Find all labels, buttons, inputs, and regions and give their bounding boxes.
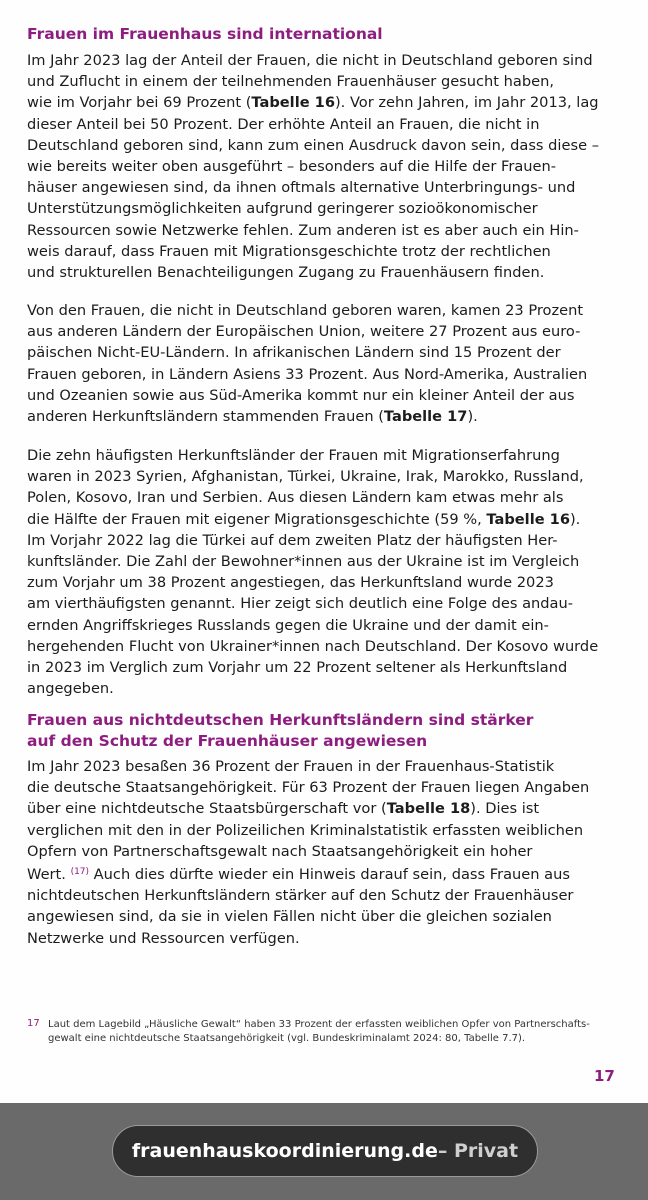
text-run: in 2023 im Verglich zum Vorjahr um 22 Prozent seltener als Herkunftsland [27, 659, 568, 677]
text-run: Netzwerke und Ressourcen verfügen. [27, 929, 300, 947]
text-run: und Zuflucht in einem der teilnehmenden Frauenhäuser gesucht haben, [27, 73, 554, 91]
table-reference: Tabelle 18 [386, 800, 471, 818]
url-domain: frauenhauskoordinierung.de [131, 1140, 438, 1162]
text-run: ). Vor zehn Jahren, im Jahr 2013, lag [334, 94, 599, 112]
text-run: ). [467, 408, 478, 426]
text-run: hergehenden Flucht von Ukrainer*innen nach Deutschland. Der Kosovo wurde [27, 637, 599, 655]
text-run: anderen Herkunftsländern stammenden Frauen ( [27, 408, 384, 426]
text-run: und Ozeanien sowie aus Süd-Amerika kommt nur ein kleiner Anteil der aus [27, 386, 575, 404]
text-run: angewiesen sind, da sie in vielen Fällen nicht über die gleichen sozialen [27, 908, 552, 926]
text-line [27, 177, 623, 198]
text-run: über eine nichtdeutsche Staatsbürgerschaft vor ( [27, 800, 387, 818]
text-line [27, 862, 623, 885]
text-line [27, 406, 623, 427]
text-run: die Hälfte der Frauen mit eigener Migrationsgeschichte (59 %, [27, 510, 487, 528]
text-run: wie im Vorjahr bei 69 Prozent ( [27, 94, 252, 112]
text-line [27, 135, 623, 156]
text-line [27, 678, 623, 699]
text-line [27, 114, 623, 135]
paragraph-citizenship [27, 756, 623, 949]
text-run: angegeben. [27, 680, 114, 698]
text-line [27, 262, 623, 283]
address-bar[interactable] [112, 1125, 538, 1177]
footnote-line-2: gewalt eine nichtdeutsche Staatsangehörigkeit (vgl. Bundeskriminalamt 2024: 80, Tabelle 7.7). [48, 1032, 526, 1044]
text-line [27, 885, 623, 906]
text-run: Im Vorjahr 2022 lag die Türkei auf dem zweiten Platz der häufigsten Her- [27, 531, 558, 549]
text-line [27, 241, 623, 262]
text-run: Polen, Kosovo, Iran und Serbien. Aus diesen Ländern kam etwas mehr als [27, 489, 564, 507]
table-reference: Tabelle 16 [486, 510, 570, 528]
footnote-text [48, 1018, 590, 1045]
text-run: und strukturellen Benachteiligungen Zugang zu Frauenhäusern finden. [27, 264, 545, 282]
text-run: verglichen mit den in der Polizeilichen Kriminalstatistik erfassten weiblichen [27, 821, 584, 839]
text-line [27, 385, 623, 406]
text-line [27, 220, 623, 241]
paragraph-regions-of-origin [27, 300, 623, 427]
text-line [27, 530, 623, 551]
text-line [27, 841, 623, 862]
paragraph-share-foreign-born [27, 50, 623, 283]
text-run: Von den Frauen, die nicht in Deutschland geboren waren, kamen 23 Prozent [27, 302, 584, 319]
section-heading-nationality [27, 710, 533, 752]
page-number: 17 [594, 1067, 615, 1085]
text-line [27, 92, 623, 113]
text-run: am vierthäufigsten genannt. Hier zeigt sich deutlich eine Folge des andau- [27, 595, 574, 613]
text-line [27, 466, 623, 487]
text-run: Im Jahr 2023 besaßen 36 Prozent der Frauen in der Frauenhaus-Statistik [27, 758, 555, 775]
text-run: ernden Angriffskrieges Russlands gegen die Ukraine und der damit ein- [27, 616, 549, 634]
text-line [27, 364, 623, 385]
heading-line-1: Frauen aus nichtdeutschen Herkunftsländern sind stärker [27, 711, 534, 729]
text-line [27, 445, 623, 466]
text-line [27, 50, 623, 71]
footnote-reference[interactable]: (17) [70, 867, 90, 878]
text-run: nichtdeutschen Herkunftsländern stärker auf den Schutz der Frauenhäuser [27, 887, 574, 905]
text-run: Wert. [27, 866, 71, 884]
text-line [27, 820, 623, 841]
text-line [27, 615, 623, 636]
text-line [27, 928, 623, 949]
text-line [27, 777, 623, 798]
footnote-number: 17 [27, 1018, 40, 1029]
url-private-label: – Privat [437, 1140, 519, 1162]
text-run: die deutsche Staatsangehörigkeit. Für 63 Prozent der Frauen liegen Angaben [27, 779, 590, 797]
text-run: ). Dies ist [470, 800, 540, 818]
text-run: dieser Anteil bei 50 Prozent. Der erhöhte Anteil an Frauen, die nicht in [27, 115, 540, 133]
text-line [27, 906, 623, 927]
text-run: Deutschland geboren sind, kann zum einen Ausdruck davon sein, dass diese – [27, 136, 599, 154]
text-run: waren in 2023 Syrien, Afghanistan, Türkei, Ukraine, Irak, Marokko, Russland, [27, 468, 584, 486]
text-line [27, 342, 623, 363]
text-line [27, 572, 623, 593]
text-line [27, 551, 623, 572]
text-line [27, 798, 623, 819]
text-run: Die zehn häufigsten Herkunftsländer der Frauen mit Migrationserfahrung [27, 447, 560, 464]
section-heading-international: Frauen im Frauenhaus sind international [27, 25, 383, 43]
text-run: wie bereits weiter oben ausgeführt – besonders auf die Hilfe der Frauen- [27, 158, 557, 176]
text-line [27, 321, 623, 342]
text-line [27, 487, 623, 508]
text-line [27, 156, 623, 177]
text-run: zum Vorjahr um 38 Prozent angestiegen, das Herkunftsland wurde 2023 [27, 574, 554, 592]
paragraph-top-countries [27, 445, 623, 699]
text-line [27, 71, 623, 92]
table-reference: Tabelle 17 [383, 408, 468, 426]
text-line [27, 300, 623, 321]
text-line [27, 657, 623, 678]
text-line [27, 198, 623, 219]
text-run: aus anderen Ländern der Europäischen Union, weitere 27 Prozent aus euro- [27, 323, 581, 341]
text-run: päischen Nicht-EU-Ländern. In afrikanischen Ländern sind 15 Prozent der [27, 344, 561, 362]
text-run: ). [569, 510, 581, 528]
table-reference: Tabelle 16 [251, 94, 335, 112]
text-line [27, 756, 623, 777]
text-run: Auch dies dürfte wieder ein Hinweis darauf sein, dass Frauen aus [89, 866, 570, 884]
text-line [27, 509, 623, 530]
footnote-line-1: Laut dem Lagebild „Häusliche Gewalt“ haben 33 Prozent der erfassten weiblichen Opfer von Partnerschafts- [48, 1019, 590, 1030]
text-run: Unterstützungsmöglichkeiten aufgrund geringerer sozioökonomischer [27, 200, 538, 218]
text-run: Frauen geboren, in Ländern Asiens 33 Prozent. Aus Nord-Amerika, Australien [27, 365, 588, 383]
text-run: weis darauf, dass Frauen mit Migrationsgeschichte trotz der rechtlichen [27, 242, 551, 260]
text-run: kunftsländer. Die Zahl der Bewohner*innen aus der Ukraine ist im Vergleich [27, 553, 580, 571]
heading-line-2: auf den Schutz der Frauenhäuser angewiesen [27, 732, 428, 750]
text-run: Im Jahr 2023 lag der Anteil der Frauen, die nicht in Deutschland geboren sind [27, 52, 593, 69]
text-line [27, 636, 623, 657]
text-line [27, 593, 623, 614]
text-run: Opfern von Partnerschaftsgewalt nach Staatsangehörigkeit ein hoher [27, 842, 533, 860]
text-run: häuser angewiesen sind, da ihnen oftmals alternative Unterbringungs- und [27, 179, 576, 197]
text-run: Ressourcen sowie Netzwerke fehlen. Zum anderen ist es aber auch ein Hin- [27, 221, 579, 239]
